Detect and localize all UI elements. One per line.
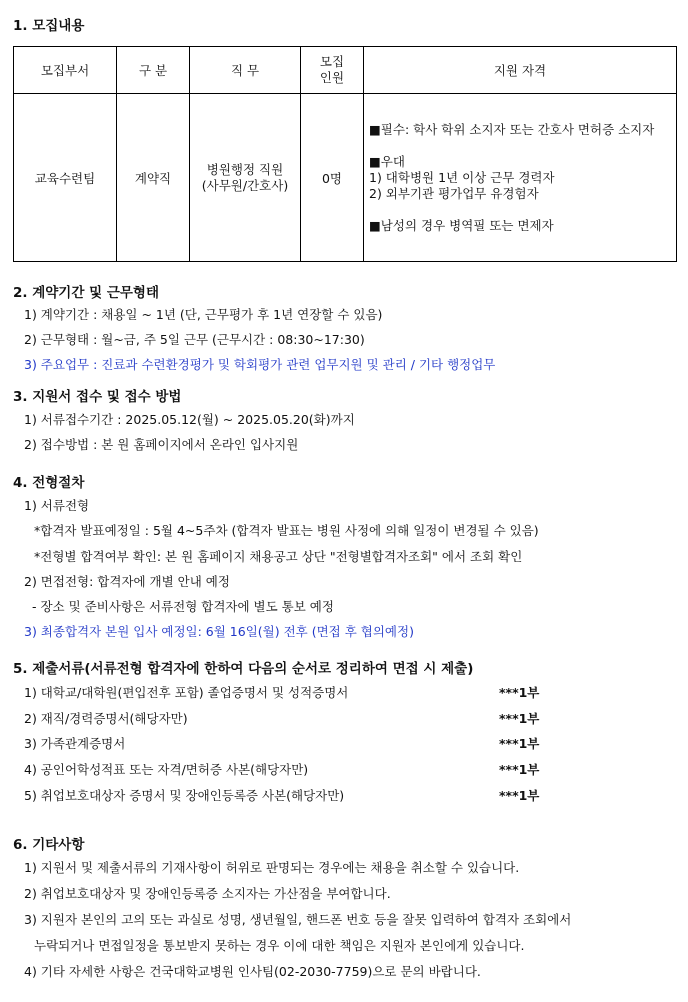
section3-item: 2) 접수방법 : 본 원 홈페이지에서 온라인 입사지원 (24, 437, 299, 452)
header-quals: 지원 자격 (364, 47, 677, 94)
document-qty: ***1부 (499, 788, 540, 803)
header-type: 구 분 (117, 47, 190, 94)
qual-preferred-2: 2) 외부기관 평가업무 유경험자 (369, 185, 539, 201)
cell-duty (190, 94, 301, 262)
qual-military: ■남성의 경우 병역필 또는 면제자 (369, 217, 554, 233)
section4-title: 4. 전형절차 (13, 475, 85, 491)
cell-type: 계약직 (117, 94, 190, 262)
section6-item: 1) 지원서 및 제출서류의 기재사항이 허위로 판명되는 경우에는 채용을 취소할 수 있습니다. (24, 860, 520, 875)
section6-item: 4) 기타 자세한 사항은 건국대학교병원 인사팀(02-2030-7759)으로 문의 바랍니다. (24, 964, 481, 979)
document-label: 1) 대학교/대학원(편입전후 포함) 졸업증명서 및 성적증명서 (24, 685, 349, 700)
section4-item-highlight: 3) 최종합격자 본원 입사 예정일: 6월 16일(월) 전후 (면접 후 협의예정) (24, 624, 414, 639)
section2-item-highlight: 3) 주요업무 : 진료과 수련환경평가 및 학회평가 관련 업무지원 및 관리 / 기타 행정업무 (24, 357, 496, 372)
document-label: 2) 재직/경력증명서(해당자만) (24, 711, 188, 726)
header-count-line1: 모집 (319, 54, 345, 69)
section4-item: 2) 면접전형: 합격자에 개별 안내 예정 (24, 574, 230, 589)
qual-preferred-title: ■우대 (369, 153, 405, 169)
document-qty: ***1부 (499, 685, 540, 700)
section5-title: 5. 제출서류(서류전형 합격자에 한하여 다음의 순서로 정리하여 면접 시 제출) (13, 661, 474, 677)
header-count (301, 47, 364, 94)
section6-item: 2) 취업보호대상자 및 장애인등록증 소지자는 가산점을 부여합니다. (24, 886, 391, 901)
section4-subitem: *전형별 합격여부 확인: 본 원 홈페이지 채용공고 상단 "전형별합격자조회" 에서 조회 확인 (34, 549, 523, 564)
section6-title: 6. 기타사항 (13, 837, 85, 853)
cell-quals (364, 94, 677, 262)
document-qty: ***1부 (499, 762, 540, 777)
section2-title: 2. 계약기간 및 근무형태 (13, 285, 159, 301)
header-dept: 모집부서 (14, 47, 117, 94)
section6-item-continued: 누락되거나 면접일정을 통보받지 못하는 경우 이에 대한 책임은 지원자 본인에게 있습니다. (34, 938, 525, 953)
section6-item: 3) 지원자 본인의 고의 또는 과실로 성명, 생년월일, 핸드폰 번호 등을 잘못 입력하여 합격자 조회에서 (24, 912, 572, 927)
document-label: 4) 공인어학성적표 또는 자격/면허증 사본(해당자만) (24, 762, 309, 777)
section1-title: 1. 모집내용 (13, 18, 85, 34)
section4-subitem: *합격자 발표예정일 : 5월 4~5주차 (합격자 발표는 병원 사정에 의해 일정이 변경될 수 있음) (34, 523, 539, 538)
qual-preferred-1: 1) 대학병원 1년 이상 근무 경력자 (369, 169, 555, 185)
section4-item: 1) 서류전형 (24, 498, 90, 513)
cell-duty-line1: 병원행정 직원 (206, 161, 284, 177)
table-header-row (14, 47, 677, 94)
section3-item: 1) 서류접수기간 : 2025.05.12(월) ~ 2025.05.20(화)까지 (24, 412, 355, 427)
document-qty: ***1부 (499, 736, 540, 751)
section4-subitem: - 장소 및 준비사항은 서류전형 합격자에 별도 통보 예정 (32, 599, 334, 614)
cell-duty-line2: (사무원/간호사) (201, 177, 289, 193)
recruitment-table (13, 46, 677, 262)
header-count-line2: 인원 (319, 70, 345, 85)
cell-count: 0명 (301, 94, 364, 262)
section2-item: 2) 근무형태 : 월~금, 주 5일 근무 (근무시간 : 08:30~17:30) (24, 332, 365, 347)
document-label: 5) 취업보호대상자 증명서 및 장애인등록증 사본(해당자만) (24, 788, 345, 803)
table-row (14, 94, 677, 262)
cell-dept: 교육수련팀 (14, 94, 117, 262)
section3-title: 3. 지원서 접수 및 접수 방법 (13, 389, 182, 405)
qual-required: ■필수: 학사 학위 소지자 또는 간호사 면허증 소지자 (369, 121, 655, 137)
section2-item: 1) 계약기간 : 채용일 ~ 1년 (단, 근무평가 후 1년 연장할 수 있음) (24, 307, 383, 322)
header-duty: 직 무 (190, 47, 301, 94)
document-label: 3) 가족관계증명서 (24, 736, 126, 751)
document-qty: ***1부 (499, 711, 540, 726)
